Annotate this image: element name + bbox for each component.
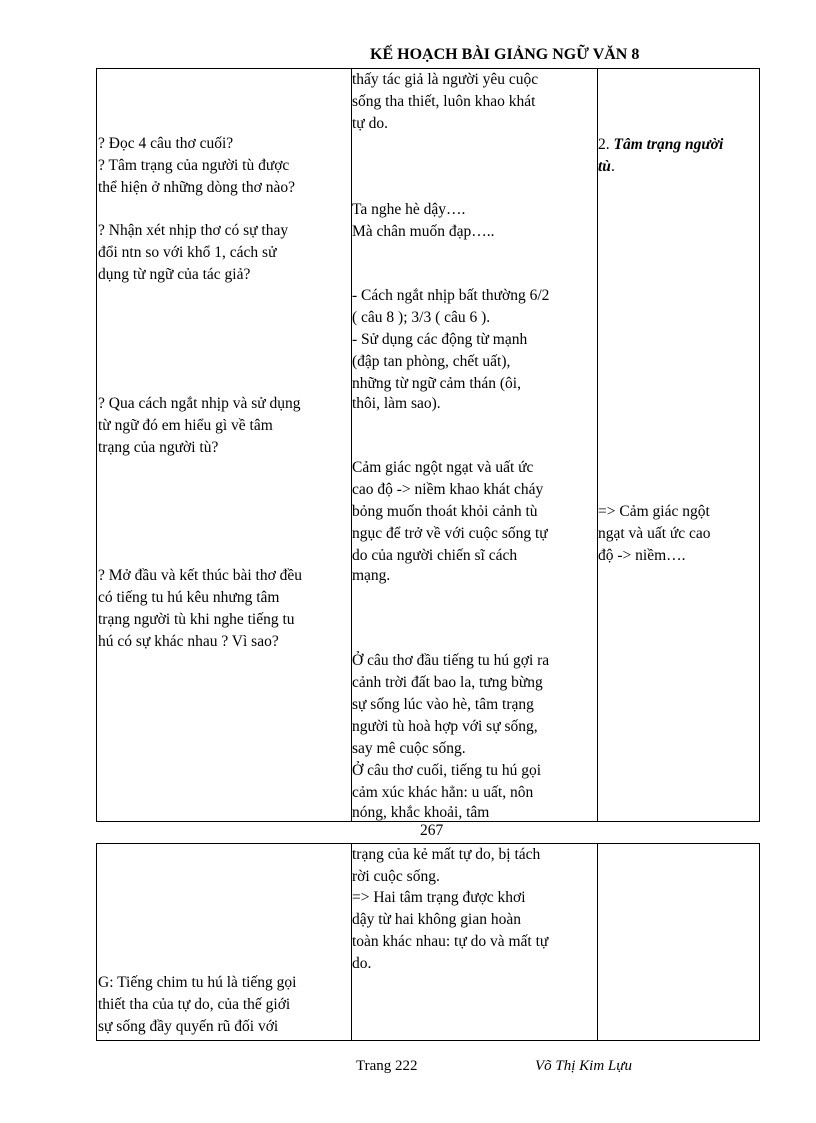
answer-line: thấy tác giả là người yêu cuộc: [352, 71, 539, 88]
column-divider: [597, 844, 598, 1040]
footer-author: Võ Thị Kim Lựu: [535, 1058, 632, 1074]
answer-line: sự sống lúc vào hè, tâm trạng: [352, 696, 534, 713]
answer-line: Ở câu thơ đầu tiếng tu hú gợi ra: [352, 652, 550, 669]
answer-line: bỏng muốn thoát khỏi cảnh tù: [352, 503, 538, 520]
section-heading-cont: [598, 156, 615, 178]
conclusion-line: độ -> niềm….: [598, 547, 686, 564]
question-line: từ ngữ đó em hiểu gì về tâm: [98, 417, 273, 434]
answer-line: nóng, khắc khoải, tâm: [352, 804, 490, 821]
question-line: ? Nhận xét nhịp thơ có sự thay: [98, 222, 289, 239]
question-line: G: Tiếng chim tu hú là tiếng gọi: [98, 974, 297, 991]
question-line: thiết tha của tự do, của thế giới: [98, 996, 291, 1013]
question-line: thể hiện ở những dòng thơ nào?: [98, 179, 295, 196]
page-title: KẾ HOẠCH BÀI GIẢNG NGỮ VĂN 8: [370, 46, 640, 63]
answer-line: ( câu 8 ); 3/3 ( câu 6 ).: [352, 309, 491, 326]
answer-line: trạng của kẻ mất tự do, bị tách: [352, 846, 541, 863]
answer-line: - Cách ngắt nhịp bất thường 6/2: [352, 287, 550, 304]
answer-line: cao độ -> niềm khao khát cháy: [352, 481, 544, 498]
question-line: dụng từ ngữ của tác giả?: [98, 266, 251, 283]
answer-line: mạng.: [352, 567, 391, 584]
answer-line: Cảm giác ngột ngạt và uất ức: [352, 459, 534, 476]
conclusion-line: ngạt và uất ức cao: [598, 525, 711, 542]
column-divider: [597, 69, 598, 821]
answer-line: - Sử dụng các động từ mạnh: [352, 331, 528, 348]
section-title: Tâm trạng người: [613, 136, 724, 153]
question-line: có tiếng tu hú kêu nhưng tâm: [98, 589, 280, 606]
question-line: ? Đọc 4 câu thơ cuối?: [98, 135, 234, 152]
answer-line: những từ ngữ cảm thán (ôi,: [352, 375, 521, 392]
question-line: đổi ntn so với khổ 1, cách sử: [98, 244, 277, 261]
answer-line: => Hai tâm trạng được khơi: [352, 889, 526, 906]
answer-line: thôi, làm sao).: [352, 395, 441, 412]
question-line: hú có sự khác nhau ? Vì sao?: [98, 633, 279, 650]
footer-page-label: Trang 222: [356, 1058, 418, 1074]
answer-line: người tù hoà hợp với sự sống,: [352, 718, 538, 735]
question-line: sự sống đầy quyến rũ đối với: [98, 1018, 279, 1035]
conclusion-line: => Cảm giác ngột: [598, 503, 710, 520]
answer-line: dậy từ hai không gian hoàn: [352, 911, 521, 928]
question-line: trạng của người tù?: [98, 439, 219, 456]
answer-line: Ta nghe hè dậy….: [352, 201, 466, 218]
section-number: 2.: [598, 136, 610, 153]
section-title: tù: [598, 158, 611, 175]
answer-line: toàn khác nhau: tự do và mất tự: [352, 933, 549, 950]
answer-line: do.: [352, 955, 372, 972]
section-heading: [598, 134, 723, 156]
answer-line: rời cuộc sống.: [352, 868, 440, 885]
section-title-end: .: [610, 158, 615, 175]
answer-line: sống tha thiết, luôn khao khát: [352, 93, 536, 110]
answer-line: do của người chiến sĩ cách: [352, 547, 518, 564]
question-line: ? Qua cách ngắt nhịp và sử dụng: [98, 395, 301, 412]
answer-line: Mà chân muốn đạp…..: [352, 223, 495, 240]
answer-line: cảnh trời đất bao la, tưng bừng: [352, 674, 543, 691]
page-number: 267: [420, 822, 444, 839]
answer-line: (đập tan phòng, chết uất),: [352, 353, 511, 370]
answer-line: cảm xúc khác hẳn: u uất, nôn: [352, 784, 534, 801]
answer-line: say mê cuộc sống.: [352, 740, 466, 757]
answer-line: ngục để trở về với cuộc sống tự: [352, 525, 548, 542]
question-line: trạng người tù khi nghe tiếng tu: [98, 611, 295, 628]
question-line: ? Mở đầu và kết thúc bài thơ đều: [98, 567, 303, 584]
answer-line: tự do.: [352, 115, 388, 132]
question-line: ? Tâm trạng của người tù được: [98, 157, 290, 174]
answer-line: Ở câu thơ cuối, tiếng tu hú gọi: [352, 762, 541, 779]
